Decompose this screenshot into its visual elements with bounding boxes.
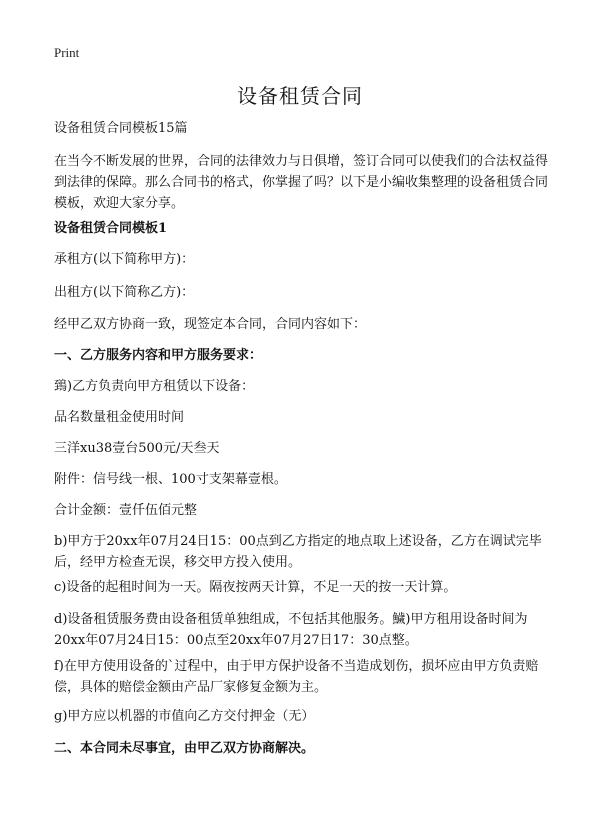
page-title: 设备租赁合同 — [237, 84, 363, 108]
item-f: f)在甲方使用设备的`过程中，由于甲方保护设备不当造成划伤，损坏应由甲方负责赔偿，具体的赔偿金额由产品厂家修复金额为主。 — [54, 659, 539, 695]
item-b: b)甲方于20xx年07月24日15：00点到乙方指定的地点取上述设备，乙方在调试完毕后，经甲方检查无误，移交甲方投入使用。 — [54, 534, 542, 570]
item-d: d)设备租赁服务费由设备租赁单独组成，不包括其他服务。鱥)甲方租用设备时间为20xx年07月24日15：00点至20xx年07月27日17：30点整。 — [54, 612, 528, 648]
attachment-line: 附件：信号线一根、100寸支架幕壹根。 — [54, 472, 287, 487]
agreement-line: 经甲乙双方协商一致，现签定本合同，合同内容如下： — [54, 317, 367, 332]
lessee-line: 承租方(以下简称甲方)： — [54, 252, 195, 267]
item-c: c)设备的起租时间为一天。隔夜按两天计算，不足一天的按一天计算。 — [54, 580, 457, 595]
lessor-line: 出租方(以下简称乙方)： — [54, 285, 195, 300]
item-a: 鵄)乙方负责向甲方租赁以下设备： — [54, 379, 255, 394]
item-g: g)甲方应以机器的市值向乙方交付押金（无） — [54, 709, 315, 724]
clause2-heading: 二、本合同未尽事宜，由甲乙双方协商解决。 — [54, 741, 315, 756]
intro-paragraph: 在当今不断发展的世界，合同的法律效力与日俱增，签订合同可以使我们的合法权益得到法律的保障。那么合同书的格式，你掌握了吗？以下是小编收集整理的设备租赁合同模板，欢迎大家分享。 — [54, 154, 549, 211]
total-amount: 合计金额：壹仟伍佰元整 — [54, 503, 198, 518]
equipment-table-row: 三洋xu38壹台500元/天叁天 — [54, 441, 220, 456]
equipment-table-header: 品名数量租金使用时间 — [54, 410, 185, 425]
clause1-heading: 一、乙方服务内容和甲方服务要求： — [54, 348, 263, 363]
print-link[interactable]: Print — [54, 45, 80, 60]
section-title: 设备租赁合同模板1 — [54, 221, 168, 236]
doc-subtitle: 设备租赁合同模板15篇 — [54, 121, 188, 136]
